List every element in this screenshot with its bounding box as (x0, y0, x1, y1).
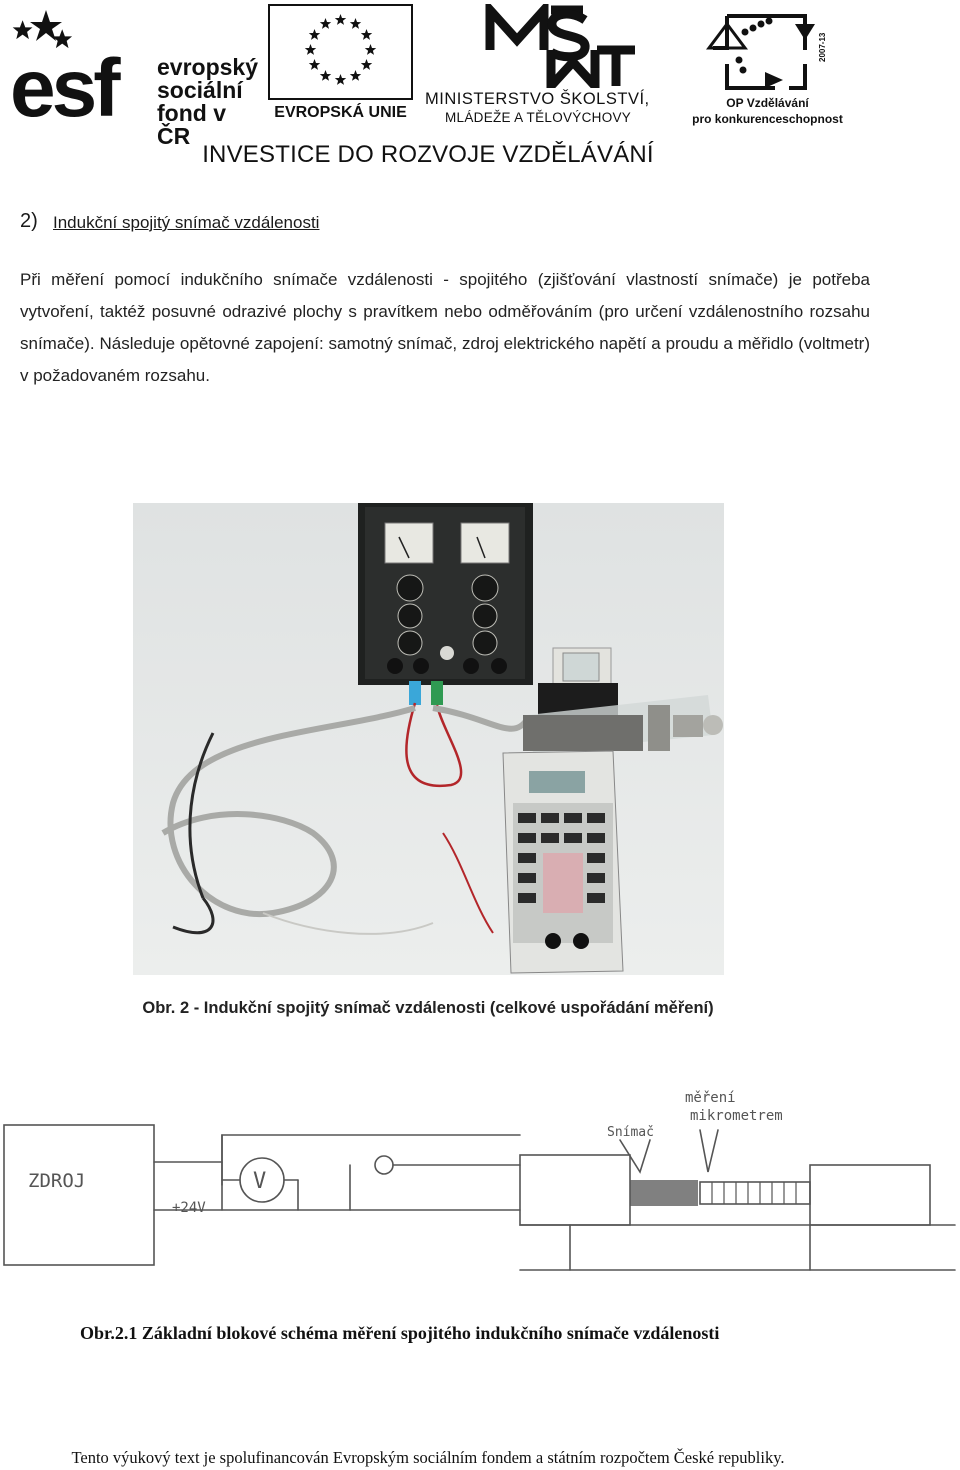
op-line2: pro konkurenceschopnost (692, 112, 843, 126)
eu-flag-icon (268, 4, 413, 100)
voltmeter-device (503, 751, 623, 973)
figure2-caption: Obr.2.1 Základní blokové schéma měření spojitého indukčního snímače vzdálenosti (80, 1323, 720, 1343)
msmt-line1: MINISTERSTVO ŠKOLSTVÍ, (425, 90, 650, 108)
investice-banner: INVESTICE DO ROZVOJE VZDĚLÁVÁNÍ (202, 141, 654, 168)
msmt-line2: MLÁDEŽE A TĚLOVÝCHOVY (445, 110, 632, 125)
section-title: Indukční spojitý snímač vzdálenosti (53, 213, 320, 232)
power-supply (358, 503, 533, 685)
msmt-logo-mark (425, 4, 680, 88)
section-paragraph: Při měření pomocí indukčního snímače vzdálenosti - spojitého (zjišťování vlastností snímače) je potřeba vytvoření, taktéž posuvné odrazivé plochy s pravítkem nebo odměřováním (pro určení vzdálenostního rozsahu snímače). Následuje opětovné zapojení: samotný snímač, zdroj elektrického napětí a proudu a měřidlo (voltmetr) v požadovaném rozsahu. (20, 270, 870, 385)
esf-text-line2: sociální (157, 77, 243, 103)
sensor-block (520, 1155, 630, 1225)
target-block (810, 1165, 930, 1225)
label-voltage: +24V (172, 1200, 206, 1216)
section-number: 2) (20, 210, 38, 232)
esf-logo (10, 4, 260, 149)
svg-text:esf: esf (10, 43, 117, 124)
source-block (4, 1125, 154, 1265)
block-diagram-sketch (0, 1070, 960, 1285)
footer-text: Tento výukový text je spolufinancován Evropským sociálním fondem a státním rozpočtem České republiky. (71, 1448, 785, 1467)
label-measure: měření (685, 1090, 736, 1106)
op-logo-mark (685, 4, 850, 94)
inch-circle (375, 1156, 393, 1174)
eu-logo (268, 4, 413, 122)
label-sensor: Snímač (607, 1125, 654, 1140)
figure1-caption: Obr. 2 - Indukční spojitý snímač vzdálenosti (celkové uspořádání měření) (142, 999, 714, 1017)
op-years: 2007-13 (818, 32, 827, 62)
msmt-logo (425, 4, 680, 124)
esf-logo-mark (10, 4, 150, 124)
measurement-setup-photo (133, 503, 724, 975)
label-source: ZDROJ (28, 1170, 86, 1192)
sensor-core (630, 1180, 698, 1206)
esf-text-line1: evropský (157, 54, 259, 80)
eu-logo-label: EVROPSKÁ UNIE (274, 104, 407, 121)
label-voltmeter: V (253, 1169, 267, 1194)
op-line1: OP Vzdělávání (726, 96, 809, 110)
op-logo (685, 4, 850, 124)
esf-text-line3: fond v ČR (157, 100, 226, 149)
label-micrometer: mikrometrem (690, 1108, 783, 1124)
